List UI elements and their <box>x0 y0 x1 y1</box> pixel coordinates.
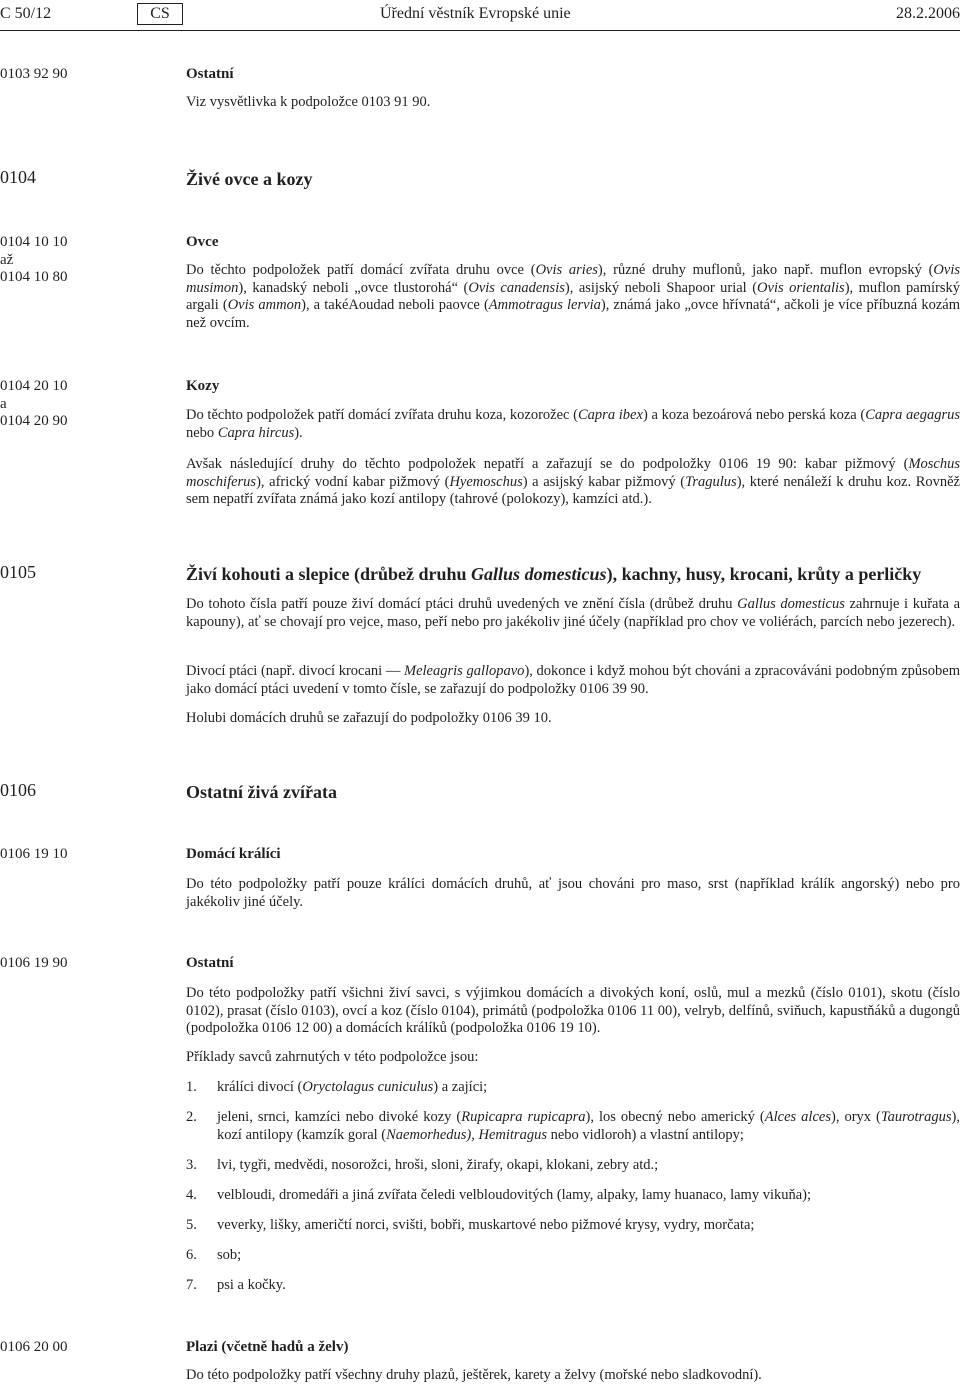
heading-code: 0104 <box>0 167 36 187</box>
section-text: Do této podpoložky patří všichni živí savci, s výjimkou domácích a divokých koní, oslů, mul a mezků (číslo 0101), skotu (číslo 0102), prasat (číslo 0103), ovcí a koz (číslo 0104), primátů (podpoložka 0106 11 00), velryb, delfínů, sviňuch, kapustňáků a dugongů (podpoložka 0106 12 00) a domácích králíků (podpoložka 0106 19 10). <box>186 985 960 1037</box>
publication-date: 28.2.2006 <box>896 5 960 22</box>
section-text: Divocí ptáci (např. divocí krocani — Meleagris gallopavo), dokonce i když mohou být chováni a zpracováváni podobným způsobem jako domácí ptáci uvedení v tomto čísle, se zařazují do podpoložky 0106 39 90. <box>186 663 960 697</box>
section-code-range: 0104 10 10 až 0104 10 80 <box>0 234 68 285</box>
heading-code: 0105 <box>0 562 36 582</box>
section-text: Avšak následující druhy do těchto podpoložek nepatří a zařazují se do podpoložky 0106 19 90: kabar pižmový (Moschus moschiferus), africký vodní kabar pižmový (Hyemoschus) a asijský kabar pižmový (Tragulus), které nenáleží k druhu koz. Rovněž sem nepatří zvířata známá jako kozí antilopy (tahrové (polokozy), kamzíci atd.). <box>186 456 960 508</box>
section-text: Do těchto podpoložek patří domácí zvířata druhu koza, kozorožec (Capra ibex) a koza bezoárová nebo perská koza (Capra aegagrus nebo Capra hircus). <box>186 407 960 441</box>
section-title: Plazi (včetně hadů a želv) <box>186 1339 349 1355</box>
language-badge: CS <box>137 3 183 25</box>
section-text: Do této podpoložky patří všechny druhy plazů, ještěrek, karety a želvy (mořské nebo sladkovodní). <box>186 1367 762 1383</box>
section-text: Do těchto podpoložek patří domácí zvířata druhu ovce (Ovis aries), různé druhy muflonů, jako např. muflon evropský (Ovis musimon), kanadský neboli „ovce tlustorohá“ (Ovis canadensis), asijský neboli Shapoor urial (Ovis orientalis), muflon pamírský argali (Ovis ammon), a takéAoudad neboli paovce (Ammotragus lervia), známá jako „ovce hřívnatá“, ačkoli je více příbuzná kozám než ovcím. <box>186 262 960 331</box>
section-title: Ovce <box>186 234 219 250</box>
section-code: 0106 19 10 <box>0 846 68 862</box>
section-text: Viz vysvětlivka k podpoložce 0103 91 90. <box>186 94 431 110</box>
section-text: Do tohoto čísla patří pouze živí domácí ptáci druhů uvedených ve znění čísla (drůbež druhu Gallus domesticus zahrnuje i kuřata a kapouny), ať se chovají pro vejce, maso, peří nebo pro jakékoliv jiné účely (například pro chov ve voliérách, parcích nebo jezerech). <box>186 596 960 630</box>
journal-title: Úřední věstník Evropské unie <box>380 5 571 22</box>
heading-title: Ostatní živá zvířata <box>186 782 337 802</box>
section-code: 0106 19 90 <box>0 955 68 971</box>
section-code: 0106 20 00 <box>0 1339 68 1355</box>
page-header <box>0 0 960 31</box>
section-title: Ostatní <box>186 66 234 82</box>
section-title: Kozy <box>186 378 220 394</box>
section-text: Do této podpoložky patří pouze králíci domácích druhů, ať jsou chováni pro maso, srst (například králík angorský) nebo pro jakékoliv jiné účely. <box>186 876 960 910</box>
section-title: Ostatní <box>186 955 234 971</box>
heading-title: Živí kohouti a slepice (drůbež druhu Gallus domesticus), kachny, husy, krocani, krůty a perličky <box>186 564 922 584</box>
section-text: Holubi domácích druhů se zařazují do podpoložky 0106 39 10. <box>186 710 552 726</box>
section-code-range: 0104 20 10 a 0104 20 90 <box>0 378 68 429</box>
heading-title: Živé ovce a kozy <box>186 169 313 189</box>
section-code: 0103 92 90 <box>0 66 68 82</box>
page-number: C 50/12 <box>0 5 52 22</box>
heading-code: 0106 <box>0 780 36 800</box>
section-text: Příklady savců zahrnutých v této podpoložce jsou: <box>186 1049 479 1065</box>
section-title: Domácí králíci <box>186 846 281 862</box>
